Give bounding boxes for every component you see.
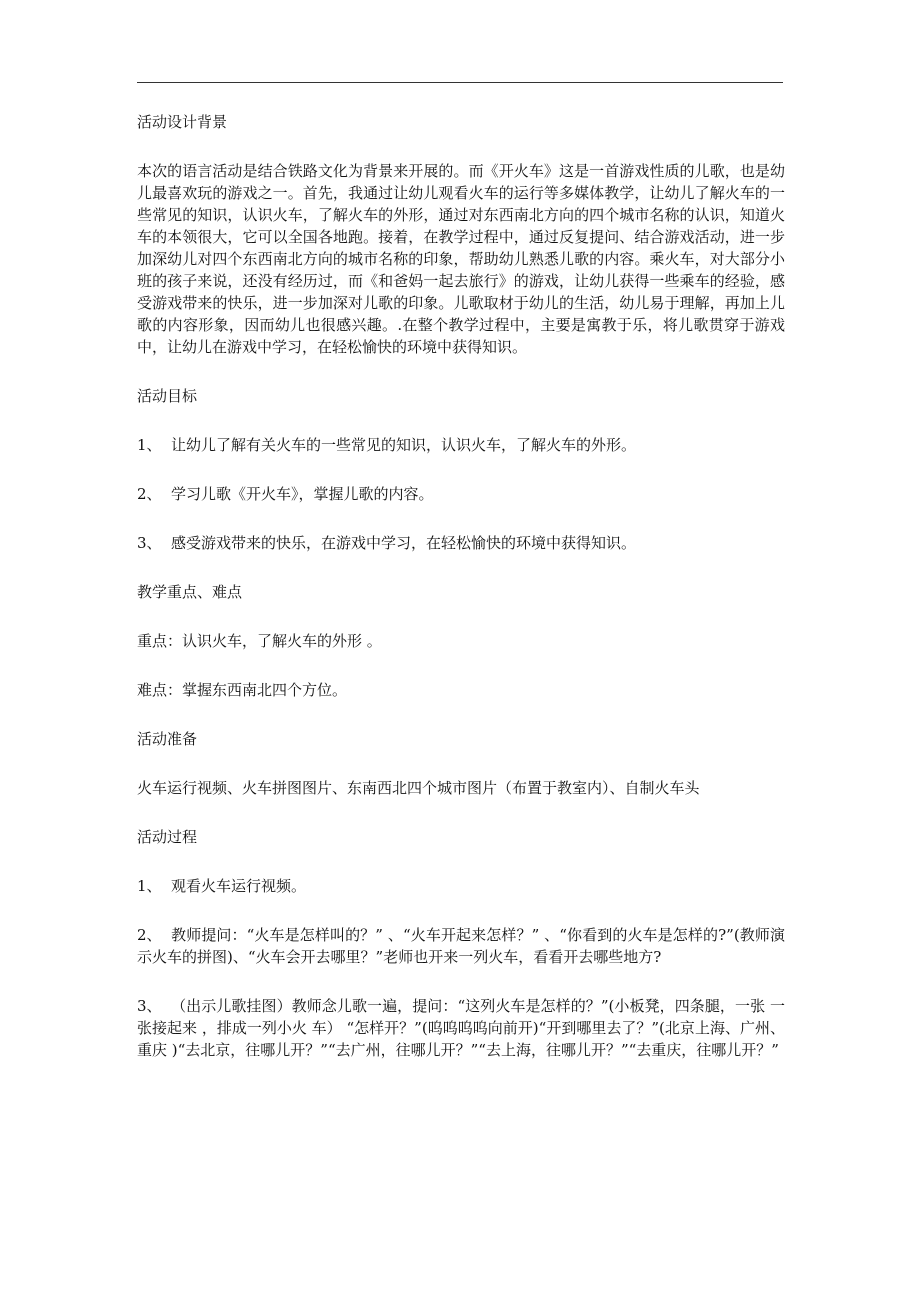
step-number: 1、 [137,877,162,895]
step-number: 2、 [137,926,162,944]
heading-goals: 活动目标 [137,387,198,405]
step-text: 教师提问：“火车是怎样叫的？” 、“火车开起来怎样？” 、“你看到的火车是怎样的?”(教师演示火车的拼图)、“火车会开去哪里？”老师也开来一列火车，看看开去哪些地方? [137,926,785,966]
heading-prep: 活动准备 [137,730,198,748]
goal-text: 学习儿歌《开火车》，掌握儿歌的内容。 [171,485,434,503]
step-number: 3、 [137,997,162,1015]
difficult-point: 难点：掌握东西南北四个方位。 [137,681,348,699]
heading-background: 活动设计背景 [137,113,228,131]
step-text: 观看火车运行视频。 [171,877,307,895]
key-point: 重点：认识火车，了解火车的外形 。 [137,632,382,650]
goal-item-1 [137,434,785,456]
goal-number: 2、 [137,485,162,503]
step-text: （出示儿歌挂图）教师念儿歌一遍，提问：“这列火车是怎样的？”(小板凳，四条腿，一张 一张接起来 ，排成一列小火 车） “怎样开？”(呜呜呜呜向前开)“开到哪里去了？”(北京上海、广州、重庆 )“去北京，往哪儿开？”“去广州，往哪儿开？”“去上海，往哪儿开？”“去重庆，往哪儿开？” [137,997,785,1059]
header-rule [137,82,783,83]
heading-keypoints: 教学重点、难点 [137,583,243,601]
goal-item-2 [137,483,785,505]
process-step-3 [137,995,785,1061]
process-step-1 [137,875,785,897]
document-body [137,111,785,1088]
goal-text: 让幼儿了解有关火车的一些常见的知识，认识火车，了解火车的外形。 [171,436,637,454]
background-paragraph: 本次的语言活动是结合铁路文化为背景来开展的。而《开火车》这是一首游戏性质的儿歌，也是幼儿最喜欢玩的游戏之一。首先，我通过让幼儿观看火车的运行等多媒体教学，让幼儿了解火车的一些常见的知识，认识火车，了解火车的外形，通过对东西南北方向的四个城市名称的认识，知道火车的本领很大，它可以全国各地跑。接着，在教学过程中，通过反复提问、结合游戏活动，进一步加深幼儿对四个东西南北方向的城市名称的印象，帮助幼儿熟悉儿歌的内容。乘火车，对大部分小班的孩子来说，还没有经历过，而《和爸妈一起去旅行》的游戏，让幼儿获得一些乘车的经验，感受游戏带来的快乐，进一步加深对儿歌的印象。儿歌取材于幼儿的生活，幼儿易于理解，再加上儿歌的内容形象，因而幼儿也很感兴趣。.在整个教学过程中，主要是寓教于乐，将儿歌贯穿于游戏中，让幼儿在游戏中学习，在轻松愉快的环境中获得知识。 [137,162,785,356]
heading-process: 活动过程 [137,828,198,846]
process-step-2 [137,924,785,968]
goal-item-3 [137,532,785,554]
goal-number: 3、 [137,534,162,552]
goal-number: 1、 [137,436,162,454]
goal-text: 感受游戏带来的快乐，在游戏中学习，在轻松愉快的环境中获得知识。 [171,534,637,552]
prep-materials: 火车运行视频、火车拼图图片、东南西北四个城市图片（布置于教室内）、自制火车头 [137,779,700,797]
